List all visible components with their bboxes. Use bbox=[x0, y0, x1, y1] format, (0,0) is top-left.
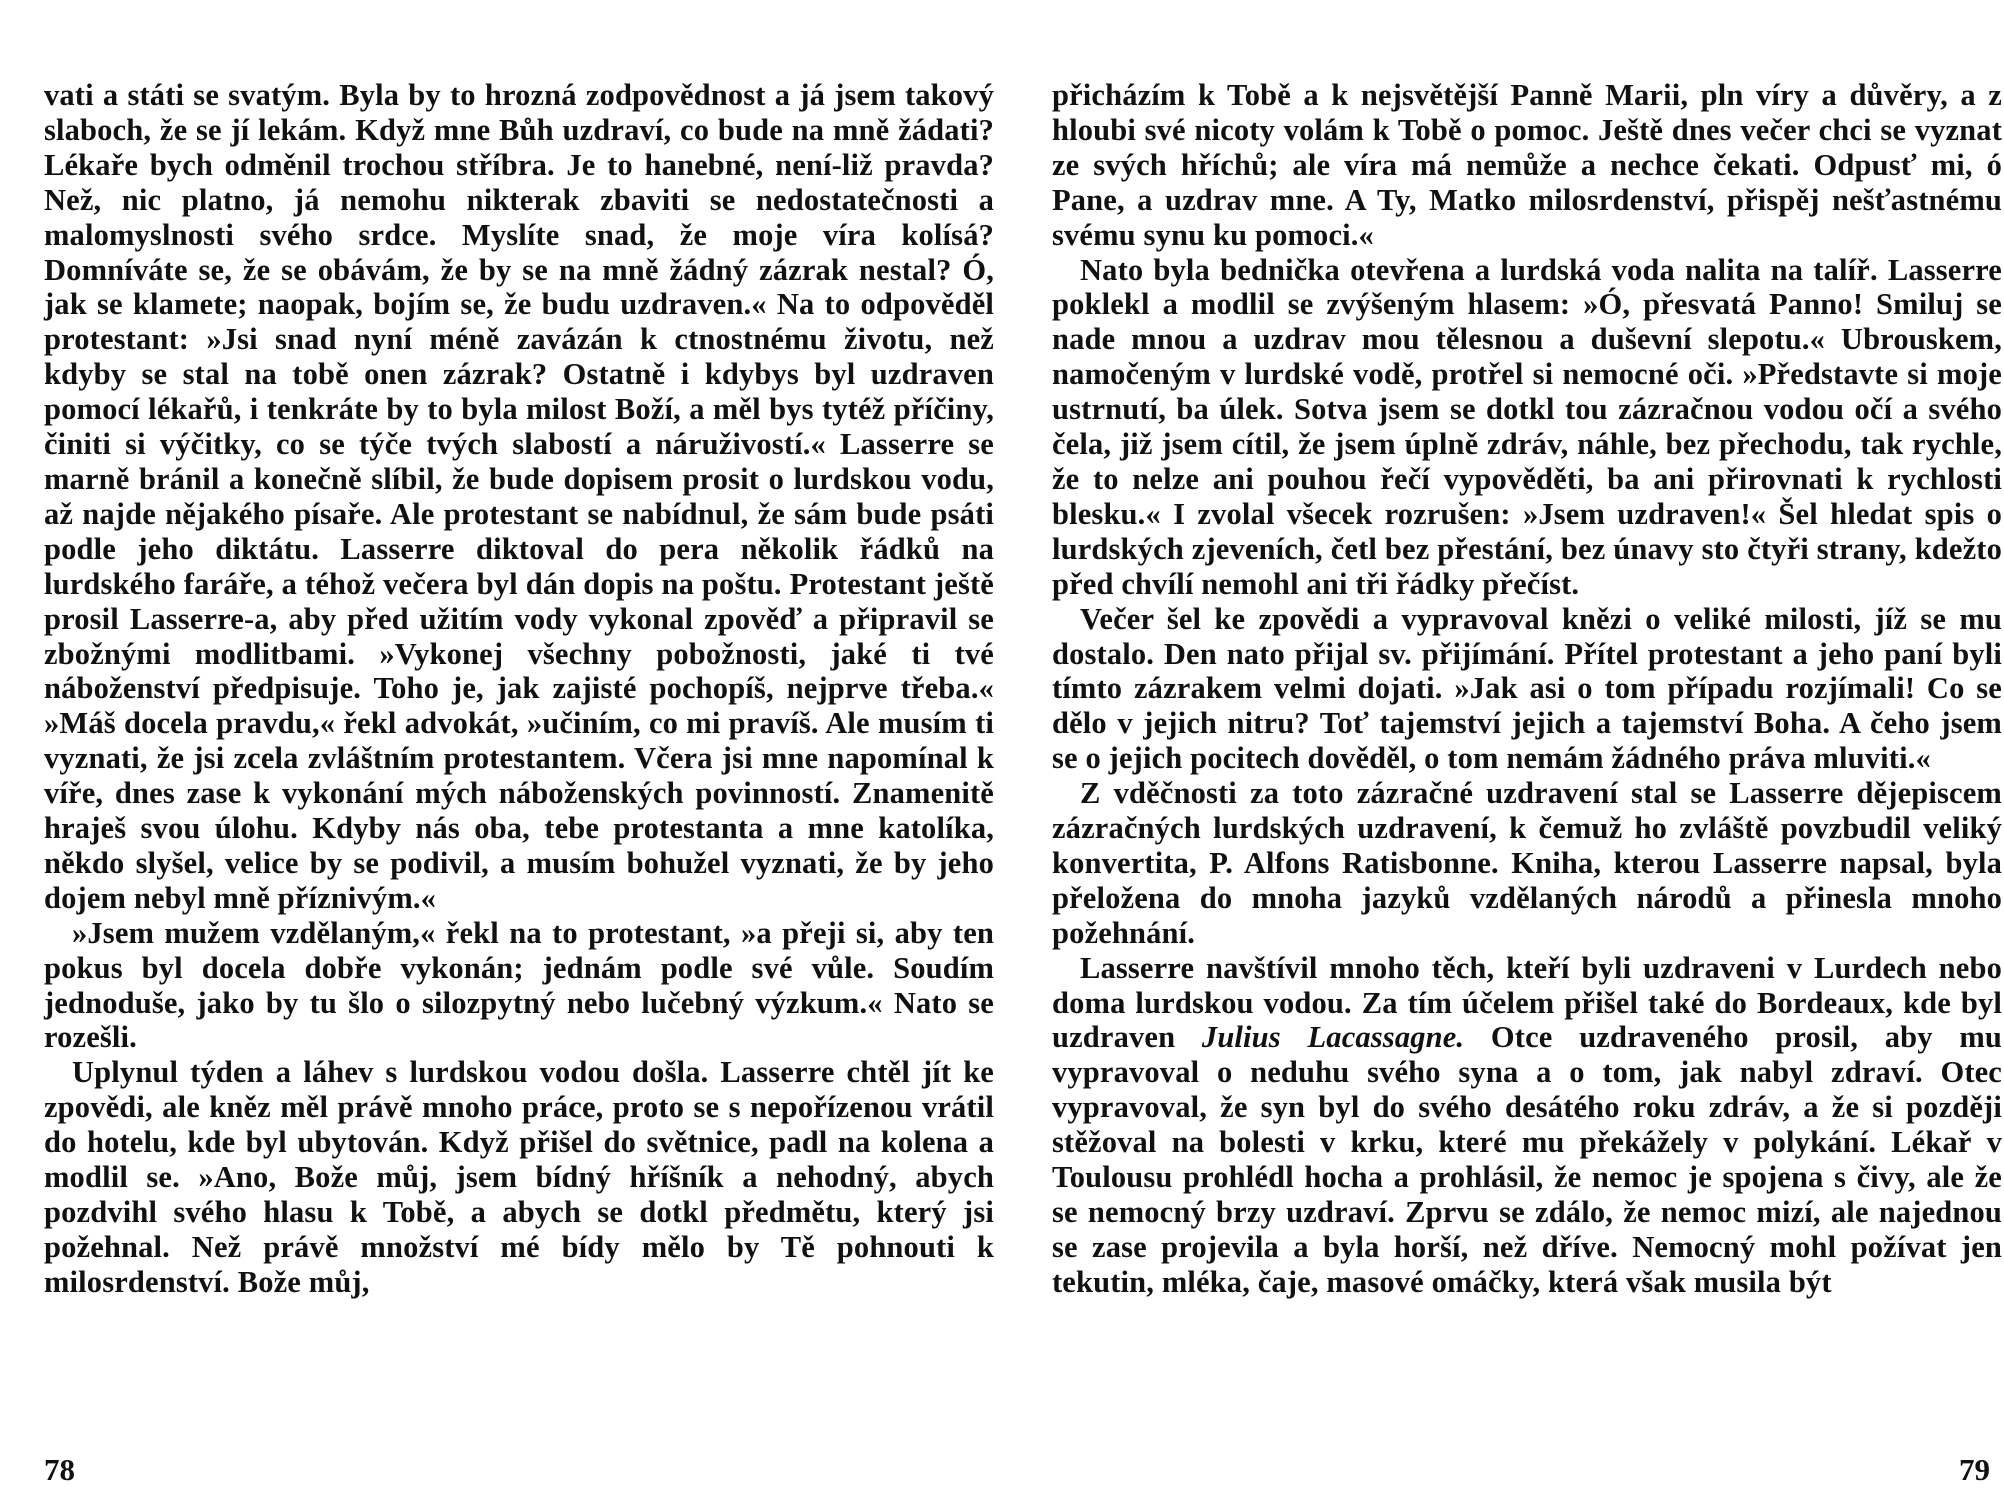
paragraph: Večer šel ke zpovědi a vypravoval knězi o veliké milosti, jíž se mu dostalo. Den nato přijal sv. přijímání. Přítel protestant a jeho paní byli tímto zázrakem velmi dojati. »Jak asi o tom případu rozjímali! Co se dělo v jejich nitru? Toť tajemství jejich a tajemství Boha. A čeho jsem se o jejich pocitech dověděl, o tom nemám žádného práva mluviti.« bbox=[1052, 601, 2002, 776]
paragraph: přicházím k Tobě a k nejsvětější Panně Marii, pln víry a důvěry, a z hloubi své nicoty volám k Tobě o pomoc. Ještě dnes večer chci se vyznat ze svých hříchů; ale víra má nemůže a nechce čekati. Odpusť mi, ó Pane, a uzdrav mne. A Ty, Matko milosrdenství, přispěj nešťastnému svému synu ku pomoci.« bbox=[1052, 78, 2002, 252]
paragraph: Nato byla bednička otevřena a lurdská voda nalita na talíř. Lasserre poklekl a modlil se zvýšeným hlasem: »Ó, přesvatá Panno! Smiluj se nade mnou a uzdrav mou tělesnou a duševní slepotu.« Ubrouskem, namočeným v lurdské vodě, protřel si nemocné oči. »Představte si moje ustrnutí, ba úlek. Sotva jsem se dotkl tou zázračnou vodou očí a svého čela, již jsem cítil, že jsem úplně zdráv, náhle, bez přechodu, tak rychle, že to nelze ani pouhou řečí vypověděti, ba ani přirovnati k rychlosti blesku.« I zvolal všecek rozrušen: »Jsem uzdraven!« Šel hledat spis o lurdských zjeveních, četl bez přestání, bez únavy sto čtyři strany, kdežto před chvílí nemohl ani tři řádky přečíst. bbox=[1052, 252, 2002, 601]
right-page-text bbox=[1052, 78, 2002, 1300]
paragraph: »Jsem mužem vzdělaným,« řekl na to protestant, »a přeji si, aby ten pokus byl docela dobře vykonán; jednám podle své vůle. Soudím jednoduše, jako by tu šlo o silozpytný nebo lučebný výzkum.« Nato se rozešli. bbox=[44, 915, 994, 1055]
page-number-right: 79 bbox=[1959, 1452, 1990, 1487]
left-page-text bbox=[44, 78, 994, 1300]
page-number-left: 78 bbox=[44, 1452, 75, 1487]
paragraph: Uplynul týden a láhev s lurdskou vodou došla. Lasserre chtěl jít ke zpovědi, ale kněz měl právě mnoho práce, proto se s nepořízenou vrátil do hotelu, kde byl ubytován. Když přišel do světnice, padl na kolena a modlil se. »Ano, Bože můj, jsem bídný hříšník a nehodný, abych pozdvihl svého hlasu k Tobě, a abych se dotkl předmětu, který jsi požehnal. Než právě množství mé bídy mělo by Tě pohnouti k milosrdenství. Bože můj, bbox=[44, 1055, 994, 1299]
paragraph: Z vděčnosti za toto zázračné uzdravení stal se Lasserre dějepiscem zázračných lurdských uzdravení, k čemuž ho zvláště povzbudil veliký konvertita, P. Alfons Ratisbonne. Kniha, kterou Lasserre napsal, byla přeložena do mnoha jazyků vzdělaných národů a přinesla mnoho požehnání. bbox=[1052, 776, 2002, 950]
paragraph-text: Lasserre navštívil mnoho těch, kteří byli uzdraveni v Lurdech nebo doma lurdskou vodou. Za tím účelem přišel také do Bordeaux, kde byl uzdraven bbox=[1052, 950, 2002, 1055]
paragraph: vati a státi se svatým. Byla by to hrozná zodpovědnost a já jsem takový slaboch, že se jí lekám. Když mne Bůh uzdraví, co bude na mně žádati? Lékaře bych odměnil trochou stříbra. Je to hanebné, není-liž pravda? Než, nic platno, já nemohu nikterak zbaviti se nedostatečnosti a malomyslnosti svého srdce. Myslíte snad, že moje víra kolísá? Domníváte se, že se obávám, že by se na mně žádný zázrak nestal? Ó, jak se klamete; naopak, bojím se, že budu uzdraven.« Na to odpověděl protestant: »Jsi snad nyní méně zavázán k ctnostnému životu, než kdyby se stal na tobě onen zázrak? Ostatně i kdybys byl uzdraven pomocí lékařů, i tenkráte by to byla milost Boží, a měl bys tytéž příčiny, činiti si výčitky, co se týče tvých slabostí a náruživostí.« Lasserre se marně bránil a konečně slíbil, že bude dopisem prosit o lurdskou vodu, až najde nějakého písaře. Ale protestant se nabídnul, že sám bude psáti podle jeho diktátu. Lasserre diktoval do pera několik řádků na lurdského faráře, a téhož večera byl dán dopis na poštu. Protestant ještě prosil Lasserre-a, aby před užitím vody vykonal zpověď a připravil se zbožnými modlitbami. »Vykonej všechny pobožnosti, jaké ti tvé náboženství předpisuje. Toho je, jak zajisté pochopíš, nejprve třeba.« »Máš docela pravdu,« řekl advokát, »učiním, co mi pravíš. Ale musím ti vyznati, že jsi zcela zvláštním protestantem. Včera jsi mne napomínal k víře, dnes zase k vykonání mých náboženských povinností. Znamenitě hraješ svou úlohu. Kdyby nás oba, tebe protestanta a mne katolíka, někdo slyšel, velice by se podivil, a musím bohužel vyznati, že by jeho dojem nebyl mně příznivým.« bbox=[44, 78, 994, 915]
paragraph bbox=[1052, 951, 2002, 1300]
left-page bbox=[44, 78, 994, 1487]
paragraph-text: Otce uzdraveného prosil, aby mu vypravoval o neduhu svého syna a o tom, jak nabyl zdraví. Otec vypravoval, že syn byl do svého desátého roku zdráv, a že si později stěžoval na bolesti v krku, které mu překážely v polykání. Lékař v Toulousu prohlédl hocha a prohlásil, že nemoc je spojena s čivy, ale že se nemocný brzy uzdraví. Zprvu se zdálo, že nemoc mizí, ale najednou se zase projevila a byla horší, než dříve. Nemocný mohl požívat jen tekutin, mléka, čaje, masové omáčky, která však musila být bbox=[1052, 1020, 2002, 1299]
right-page bbox=[1052, 78, 2002, 1487]
person-name: Julius Lacassagne. bbox=[1201, 1020, 1465, 1055]
